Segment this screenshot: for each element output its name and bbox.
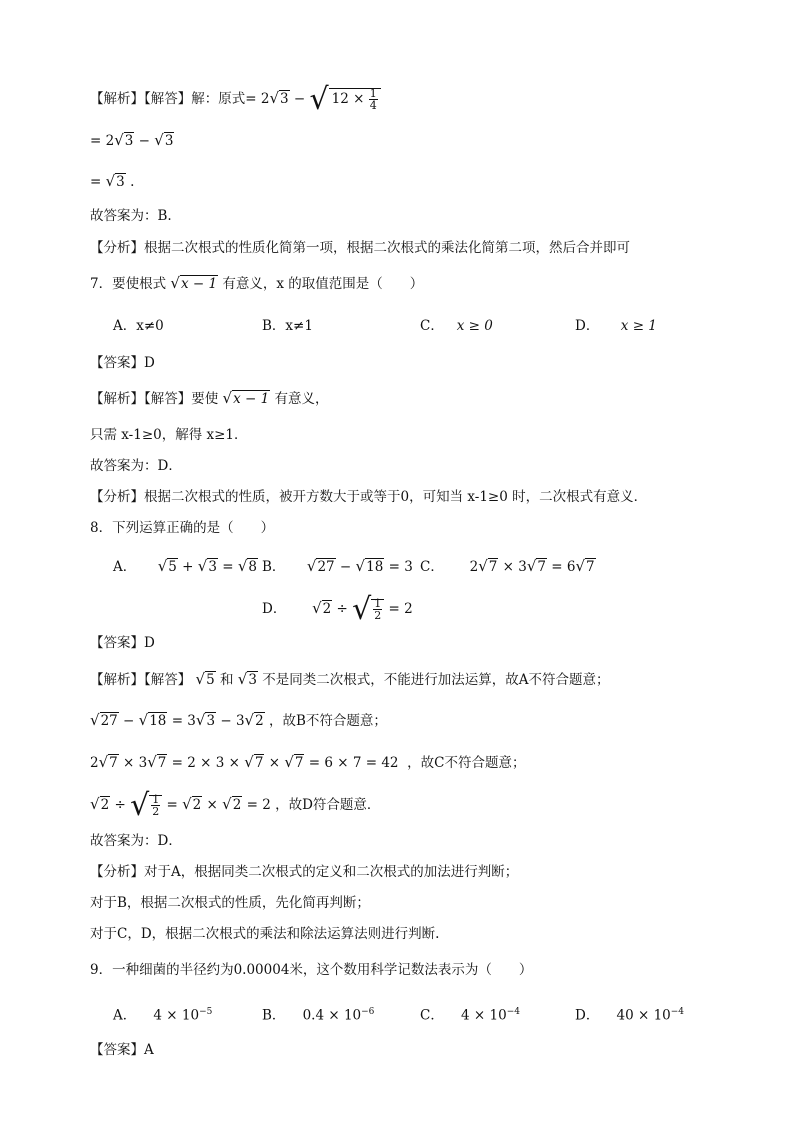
q9-option-a: A． $4 \times 10^{-5}$: [113, 1007, 213, 1024]
radical: √3: [269, 89, 289, 107]
q7-answer-tag: 【答案】D: [90, 355, 155, 371]
q6-solution-line3: = √3 .: [90, 172, 135, 190]
q7-option-c: C． x ≥ 0: [420, 318, 493, 334]
q7-answer: 故答案为：D．: [90, 458, 182, 474]
q7-step: 只需 x-1≥0，解得 x≥1．: [90, 427, 248, 443]
q7-jiexi: 【解析】【解答】要使 √x − 1 有意义，: [90, 389, 329, 407]
q8-answer-tag: 【答案】D: [90, 635, 155, 651]
q8-analysis-1: 【分析】对于A，根据同类二次根式的定义和二次根式的加法进行判断；: [90, 864, 519, 880]
q6-analysis: 【分析】根据二次根式的性质化简第一项，根据二次根式的乘法化简第二项，然后合并即可: [90, 240, 630, 256]
q8-answer: 故答案为：D．: [90, 833, 182, 849]
q6-answer: 故答案为：B.: [90, 208, 172, 224]
q8-stem: 8．下列运算正确的是（ ）: [90, 520, 275, 536]
q6-solution-line2: = 2√3 − √3: [90, 131, 174, 149]
q7-option-d: D． x ≥ 1: [575, 318, 657, 334]
q8-option-c: C． 2√7 × 3√7 = 6√7: [420, 557, 595, 575]
q9-stem: 9．一种细菌的半径约为0.00004米，这个数用科学记数法表示为（ ）: [90, 962, 533, 978]
fraction: $\frac{1}{4}$: [369, 87, 377, 112]
q8-line-d: √2 ÷ √ $\frac{1}{2}$ = √2 × √2 = 2 ，故D符合题意．: [90, 788, 381, 823]
q6-jiexi-label: 【解析】【解答】解：原式: [90, 91, 246, 107]
q9-answer-tag: 【答案】A: [90, 1042, 154, 1058]
q6-solution-line1: 【解析】【解答】解：原式= 2√3 − √ 12 × $\frac{1}{4}$: [90, 88, 381, 111]
q6-expression: 2√3 − √ 12 × $\frac{1}{4}$: [261, 91, 381, 107]
q8-analysis-3: 对于C，D，根据二次根式的乘法和除法运算法则进行判断.: [90, 926, 440, 942]
q7-option-b: B．x≠1: [262, 318, 313, 334]
q7-analysis: 【分析】根据二次根式的性质，被开方数大于或等于0，可知当 x-1≥0 时，二次根式有意义．: [90, 489, 648, 505]
q9-option-d: D． $40 \times 10^{-4}$: [575, 1007, 685, 1024]
q8-line-c: 2√7 × 3√7 = 2 × 3 × √7 × √7 = 6 × 7 = 42 ，故C不符合题意；: [90, 753, 526, 771]
q7-stem: 7．要使根式 √x − 1 有意义，x 的取值范围是（ ）: [90, 274, 424, 292]
q8-option-b: B． √27 − √18 = 3: [262, 557, 413, 575]
q7-option-a: A．x≠0: [113, 318, 164, 334]
q8-analysis-2: 对于B，根据二次根式的性质，先化简再判断；: [90, 895, 370, 911]
q8-option-a: A． √5 + √3 = √8: [113, 557, 257, 575]
q8-line-b: √27 − √18 = 3√3 − 3√2 ，故B不符合题意；: [90, 711, 387, 729]
q9-option-b: B． $0.4 \times 10^{-6}$: [262, 1007, 375, 1024]
q8-option-d: D． √2 ÷ √ $\frac{1}{2}$ = 2: [262, 592, 413, 627]
radical-large: √ 12 × $\frac{1}{4}$: [310, 88, 381, 111]
q9-option-c: C． $4 \times 10^{-4}$: [420, 1007, 520, 1024]
q8-jiexi: 【解析】【解答】 √5 和 √3 不是同类二次根式，不能进行加法运算，故A不符合题意；: [90, 670, 610, 688]
